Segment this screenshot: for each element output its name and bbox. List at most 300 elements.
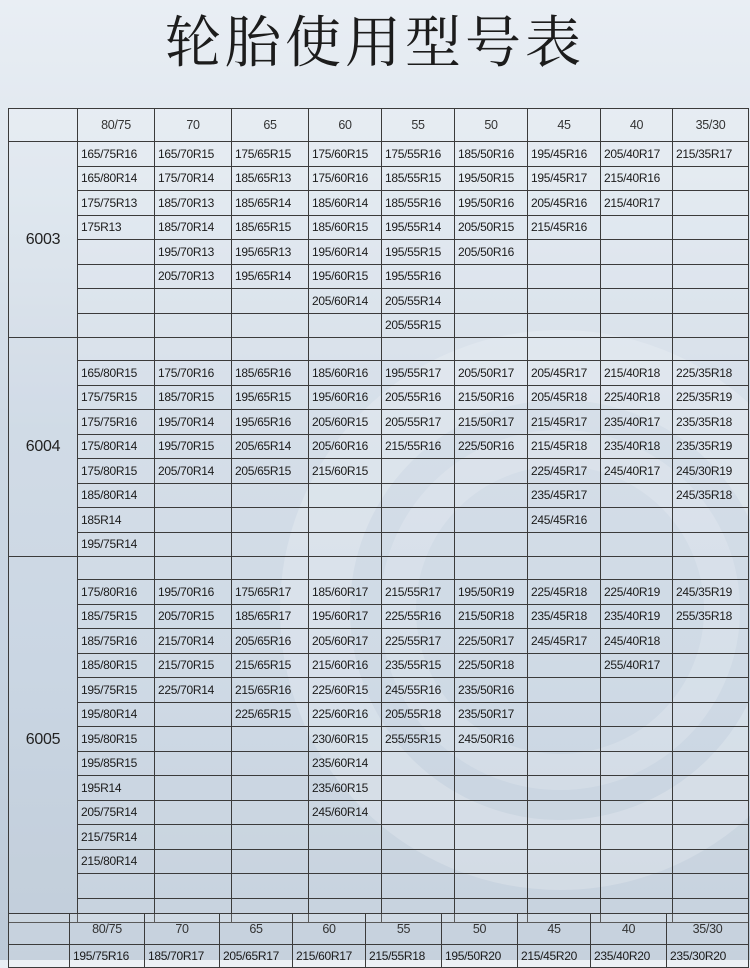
column-header: 50 [455, 109, 528, 142]
table-row-spacer [9, 557, 749, 580]
tire-size-cell: 165/80R15 [78, 361, 155, 386]
tire-size-cell [601, 215, 673, 240]
tire-size-cell [382, 849, 455, 874]
tire-size-cell: 245/60R14 [309, 800, 382, 825]
tire-size-cell [232, 508, 309, 533]
tire-size-cell: 215/45R16 [528, 215, 601, 240]
tire-size-cell [673, 532, 749, 557]
table-cell [528, 338, 601, 361]
column-header: 60 [293, 914, 366, 945]
tire-size-cell: 215/35R17 [673, 142, 749, 167]
tire-size-cell [673, 751, 749, 776]
tire-size-cell [455, 532, 528, 557]
tire-size-cell [601, 751, 673, 776]
column-header: 45 [528, 109, 601, 142]
tire-size-cell: 185/60R17 [309, 580, 382, 605]
tire-size-cell [232, 874, 309, 899]
tire-size-cell: 195/65R13 [232, 240, 309, 265]
tire-size-cell: 235/40R19 [601, 604, 673, 629]
tire-size-cell [601, 702, 673, 727]
tire-size-cell: 185/70R14 [155, 215, 232, 240]
table-row [9, 166, 749, 191]
tire-size-cell: 235/40R17 [601, 410, 673, 435]
tire-size-cell: 215/55R16 [382, 434, 455, 459]
tire-size-cell: 185/75R16 [78, 629, 155, 654]
tire-size-cell: 195/60R14 [309, 240, 382, 265]
tire-size-cell: 165/75R16 [78, 142, 155, 167]
tire-size-cell [155, 825, 232, 850]
tire-size-cell [455, 751, 528, 776]
tire-size-cell [673, 800, 749, 825]
tire-size-cell: 215/80R14 [78, 849, 155, 874]
tire-size-cell [78, 240, 155, 265]
tire-size-cell [155, 483, 232, 508]
table-row [9, 361, 749, 386]
tire-size-cell [455, 459, 528, 484]
tire-size-cell [232, 825, 309, 850]
tire-size-cell: 175/60R15 [309, 142, 382, 167]
tire-size-cell: 215/70R15 [155, 653, 232, 678]
tire-size-cell: 225/50R17 [455, 629, 528, 654]
table-row [9, 289, 749, 314]
tire-size-cell: 185/60R14 [309, 191, 382, 216]
tire-size-cell [601, 849, 673, 874]
table-header-row [9, 914, 749, 945]
tire-size-cell: 215/65R15 [232, 653, 309, 678]
tire-size-cell: 225/40R19 [601, 580, 673, 605]
table-row [9, 776, 749, 801]
tire-size-cell [382, 874, 455, 899]
table-cell [601, 557, 673, 580]
tire-size-cell: 245/35R19 [673, 580, 749, 605]
tire-size-cell: 215/55R18 [366, 945, 442, 968]
tire-size-cell: 215/60R15 [309, 459, 382, 484]
tire-size-cell [601, 264, 673, 289]
tire-size-cell: 195/55R14 [382, 215, 455, 240]
tire-size-cell: 205/45R16 [528, 191, 601, 216]
table-row [9, 142, 749, 167]
tire-size-cell: 195/70R13 [155, 240, 232, 265]
tire-size-cell [455, 289, 528, 314]
tire-size-cell [528, 702, 601, 727]
table-cell [155, 557, 232, 580]
tire-size-cell: 205/50R15 [455, 215, 528, 240]
table-cell [601, 338, 673, 361]
tire-size-cell [673, 678, 749, 703]
table-row [9, 825, 749, 850]
tire-size-cell [673, 264, 749, 289]
tire-size-cell: 195/70R16 [155, 580, 232, 605]
tire-size-cell [309, 874, 382, 899]
tire-size-cell: 185/60R15 [309, 215, 382, 240]
table-row [9, 945, 749, 968]
tire-size-cell [382, 751, 455, 776]
tire-size-cell: 185/65R14 [232, 191, 309, 216]
tire-size-cell: 195/75R15 [78, 678, 155, 703]
tire-size-cell: 205/45R17 [528, 361, 601, 386]
tire-size-cell: 205/60R14 [309, 289, 382, 314]
tire-size-cell: 205/40R17 [601, 142, 673, 167]
tire-size-cell [382, 825, 455, 850]
tire-size-cell [232, 800, 309, 825]
tire-size-cell: 185R14 [78, 508, 155, 533]
table-row [9, 313, 749, 338]
tire-size-cell [232, 289, 309, 314]
table-row [9, 604, 749, 629]
tire-size-cell: 235/50R17 [455, 702, 528, 727]
table-row [9, 678, 749, 703]
tire-size-cell [309, 849, 382, 874]
tire-size-cell [673, 240, 749, 265]
column-header: 35/30 [673, 109, 749, 142]
tire-size-cell [232, 727, 309, 752]
column-header: 35/30 [667, 914, 749, 945]
tire-size-cell [601, 825, 673, 850]
tire-size-cell [78, 289, 155, 314]
tire-size-cell [601, 776, 673, 801]
tire-size-cell: 235/45R17 [528, 483, 601, 508]
tire-size-cell [673, 215, 749, 240]
page-title: 轮胎使用型号表 [165, 11, 585, 76]
tire-size-cell: 195/75R14 [78, 532, 155, 557]
tire-size-cell [455, 508, 528, 533]
column-header: 55 [366, 914, 442, 945]
header-corner-cell [9, 109, 78, 142]
tire-size-cell [673, 289, 749, 314]
column-header: 55 [382, 109, 455, 142]
tire-size-cell: 215/45R20 [518, 945, 591, 968]
tire-size-cell [528, 825, 601, 850]
tire-size-cell [155, 532, 232, 557]
table-row [9, 580, 749, 605]
model-cell: 6005 [9, 557, 78, 923]
tire-size-cell: 215/60R17 [293, 945, 366, 968]
tire-size-cell [673, 653, 749, 678]
tire-size-cell: 195/85R15 [78, 751, 155, 776]
table-cell [78, 338, 155, 361]
tire-size-cell: 175/80R15 [78, 459, 155, 484]
tire-size-cell [232, 751, 309, 776]
table-row [9, 434, 749, 459]
tire-size-cell [309, 313, 382, 338]
tire-size-cell [455, 874, 528, 899]
table-row [9, 483, 749, 508]
table-cell [673, 338, 749, 361]
tire-size-cell: 205/65R17 [220, 945, 293, 968]
tire-size-cell [155, 800, 232, 825]
table-cell [673, 557, 749, 580]
tire-size-cell [528, 264, 601, 289]
table-row [9, 508, 749, 533]
tire-size-cell: 245/30R19 [673, 459, 749, 484]
tire-size-cell: 205/70R15 [155, 604, 232, 629]
table-row [9, 385, 749, 410]
tire-size-cell [309, 825, 382, 850]
tire-size-cell [232, 849, 309, 874]
tire-size-cell: 195/55R15 [382, 240, 455, 265]
tire-size-cell [528, 313, 601, 338]
table-cell [455, 557, 528, 580]
tire-size-cell: 185/65R17 [232, 604, 309, 629]
tire-size-cell: 235/45R18 [528, 604, 601, 629]
tire-size-cell: 225/60R15 [309, 678, 382, 703]
tire-size-cell: 215/75R14 [78, 825, 155, 850]
tire-size-cell [673, 702, 749, 727]
tire-size-cell [382, 800, 455, 825]
tire-size-cell: 215/50R17 [455, 410, 528, 435]
tire-size-cell: 185/50R16 [455, 142, 528, 167]
tire-size-cell [673, 776, 749, 801]
tire-size-cell: 205/55R17 [382, 410, 455, 435]
table-cell [232, 338, 309, 361]
table-row [9, 751, 749, 776]
tire-size-cell [455, 825, 528, 850]
tire-size-cell: 185/70R13 [155, 191, 232, 216]
tire-size-cell [155, 751, 232, 776]
tire-size-cell: 215/55R17 [382, 580, 455, 605]
tire-size-cell [78, 874, 155, 899]
column-header: 80/75 [78, 109, 155, 142]
tire-size-cell [78, 313, 155, 338]
table-cell [382, 557, 455, 580]
table-cell [78, 557, 155, 580]
tire-size-cell: 245/45R16 [528, 508, 601, 533]
column-header: 65 [232, 109, 309, 142]
tire-size-cell [528, 653, 601, 678]
column-header: 40 [591, 914, 667, 945]
tire-size-cell [528, 849, 601, 874]
tire-size-cell: 175/75R13 [78, 191, 155, 216]
tire-size-cell: 195/45R16 [528, 142, 601, 167]
tire-size-cell: 205/50R17 [455, 361, 528, 386]
tire-size-cell: 195/60R17 [309, 604, 382, 629]
tire-size-cell: 215/50R18 [455, 604, 528, 629]
tire-size-cell: 205/65R14 [232, 434, 309, 459]
tire-size-cell [232, 483, 309, 508]
tire-size-cell [155, 289, 232, 314]
tire-size-cell [232, 532, 309, 557]
tire-size-cell: 175/70R16 [155, 361, 232, 386]
tire-size-cell: 195/75R16 [70, 945, 145, 968]
tire-size-cell: 215/40R16 [601, 166, 673, 191]
tire-size-cell: 235/55R15 [382, 653, 455, 678]
tire-size-cell: 195/55R17 [382, 361, 455, 386]
tire-size-cell [673, 191, 749, 216]
table-row [9, 653, 749, 678]
tire-size-cell: 235/30R20 [667, 945, 749, 968]
column-header: 80/75 [70, 914, 145, 945]
header-corner-cell [9, 914, 70, 945]
tire-size-cell [455, 776, 528, 801]
tire-size-cell: 205/50R16 [455, 240, 528, 265]
table-row [9, 264, 749, 289]
tire-size-cell: 225/35R19 [673, 385, 749, 410]
tire-size-cell: 215/50R16 [455, 385, 528, 410]
tire-size-cell: 195/70R15 [155, 434, 232, 459]
table-row [9, 629, 749, 654]
tire-size-cell: 225/65R15 [232, 702, 309, 727]
table-row [9, 459, 749, 484]
tire-size-cell [601, 874, 673, 899]
tire-size-cell: 225/45R18 [528, 580, 601, 605]
table-header-row [9, 109, 749, 142]
tire-size-cell [455, 313, 528, 338]
tire-size-cell: 195/50R19 [455, 580, 528, 605]
tire-size-cell [673, 849, 749, 874]
tire-size-cell: 235/60R15 [309, 776, 382, 801]
tire-size-cell [78, 264, 155, 289]
tire-size-cell: 215/40R18 [601, 361, 673, 386]
tire-size-cell: 225/35R18 [673, 361, 749, 386]
table-row [9, 727, 749, 752]
tire-size-cell [382, 508, 455, 533]
table-cell [382, 338, 455, 361]
tire-size-cell: 205/55R15 [382, 313, 455, 338]
model-cell: 6003 [9, 142, 78, 338]
tire-size-cell: 225/55R16 [382, 604, 455, 629]
tire-size-cell: 185/70R17 [145, 945, 220, 968]
tire-size-cell: 185/65R16 [232, 361, 309, 386]
tire-size-cell: 185/80R14 [78, 483, 155, 508]
tire-size-cell [155, 508, 232, 533]
tire-size-cell: 195/55R16 [382, 264, 455, 289]
table-row [9, 410, 749, 435]
tire-size-cell [528, 678, 601, 703]
tire-size-cell: 165/70R15 [155, 142, 232, 167]
tire-size-cell: 175/60R16 [309, 166, 382, 191]
tire-size-cell: 255/40R17 [601, 653, 673, 678]
tire-size-cell [528, 532, 601, 557]
table-cell [309, 557, 382, 580]
tire-size-cell [232, 313, 309, 338]
tire-size-cell [455, 800, 528, 825]
tire-size-cell [309, 508, 382, 533]
tire-size-cell [382, 776, 455, 801]
model-cell [9, 945, 70, 968]
tire-size-cell: 255/35R18 [673, 604, 749, 629]
tire-size-cell: 195/65R14 [232, 264, 309, 289]
tire-size-cell [232, 776, 309, 801]
column-header: 40 [601, 109, 673, 142]
tire-size-cell [528, 727, 601, 752]
tire-size-table [8, 108, 749, 923]
tire-size-cell [601, 678, 673, 703]
tire-size-cell: 235/35R19 [673, 434, 749, 459]
tire-size-cell: 195/65R16 [232, 410, 309, 435]
tire-size-cell [155, 702, 232, 727]
tire-size-cell [673, 629, 749, 654]
tire-size-cell: 205/70R13 [155, 264, 232, 289]
tire-size-cell: 225/60R16 [309, 702, 382, 727]
tire-size-cell: 175R13 [78, 215, 155, 240]
table-row [9, 800, 749, 825]
column-header: 50 [442, 914, 518, 945]
tire-size-cell: 205/55R14 [382, 289, 455, 314]
tire-size-cell: 195/50R20 [442, 945, 518, 968]
tire-size-cell: 225/40R18 [601, 385, 673, 410]
tire-size-cell: 215/45R17 [528, 410, 601, 435]
tire-size-cell: 215/60R16 [309, 653, 382, 678]
tire-size-cell: 195/70R14 [155, 410, 232, 435]
table-row [9, 702, 749, 727]
tire-size-cell [601, 532, 673, 557]
table-row [9, 215, 749, 240]
tire-size-cell: 175/80R14 [78, 434, 155, 459]
tire-size-cell: 175/65R17 [232, 580, 309, 605]
tire-size-cell [601, 508, 673, 533]
tire-size-cell: 245/45R17 [528, 629, 601, 654]
tire-size-cell: 195/60R16 [309, 385, 382, 410]
tire-size-cell: 185/65R15 [232, 215, 309, 240]
tire-size-cell: 225/45R17 [528, 459, 601, 484]
tire-size-cell: 175/70R14 [155, 166, 232, 191]
table-cell [155, 338, 232, 361]
tire-size-cell: 205/55R18 [382, 702, 455, 727]
table-row [9, 849, 749, 874]
table-cell [455, 338, 528, 361]
tire-size-cell: 185/70R15 [155, 385, 232, 410]
tire-size-cell: 205/75R14 [78, 800, 155, 825]
tire-size-cell [528, 240, 601, 265]
tire-size-cell: 195/50R15 [455, 166, 528, 191]
tire-size-cell: 215/65R16 [232, 678, 309, 703]
tire-size-cell [673, 825, 749, 850]
tire-size-cell: 195R14 [78, 776, 155, 801]
tire-size-cell: 175/75R16 [78, 410, 155, 435]
tire-size-cell [601, 313, 673, 338]
tire-size-cell: 235/35R18 [673, 410, 749, 435]
tire-size-cell [382, 459, 455, 484]
tire-size-cell: 195/65R15 [232, 385, 309, 410]
tire-size-cell [673, 508, 749, 533]
tire-size-cell: 225/50R16 [455, 434, 528, 459]
tire-size-cell [528, 776, 601, 801]
tire-size-cell [528, 289, 601, 314]
column-header: 70 [145, 914, 220, 945]
tire-size-cell [601, 727, 673, 752]
tire-size-cell [155, 727, 232, 752]
tire-size-cell: 255/55R15 [382, 727, 455, 752]
tire-size-cell: 245/55R16 [382, 678, 455, 703]
tire-size-cell: 205/60R16 [309, 434, 382, 459]
tire-size-cell: 235/40R18 [601, 434, 673, 459]
table-row [9, 191, 749, 216]
tire-size-cell [309, 532, 382, 557]
tire-size-cell: 225/55R17 [382, 629, 455, 654]
tire-size-cell: 205/45R18 [528, 385, 601, 410]
tire-size-cell [155, 313, 232, 338]
table-cell [528, 557, 601, 580]
tire-size-cell [601, 483, 673, 508]
tire-size-cell [155, 849, 232, 874]
tire-size-cell [155, 776, 232, 801]
tire-size-cell [309, 483, 382, 508]
tire-size-cell: 245/50R16 [455, 727, 528, 752]
tire-size-cell [601, 289, 673, 314]
column-header: 60 [309, 109, 382, 142]
tire-size-cell: 215/45R18 [528, 434, 601, 459]
tire-size-cell: 205/65R16 [232, 629, 309, 654]
tire-size-cell: 205/60R15 [309, 410, 382, 435]
tire-size-cell [455, 264, 528, 289]
tire-size-cell [455, 483, 528, 508]
column-header: 65 [220, 914, 293, 945]
table-row [9, 532, 749, 557]
tire-size-cell: 235/50R16 [455, 678, 528, 703]
tire-size-cell: 205/65R15 [232, 459, 309, 484]
tire-size-cell: 185/60R16 [309, 361, 382, 386]
tire-size-cell: 235/40R20 [591, 945, 667, 968]
